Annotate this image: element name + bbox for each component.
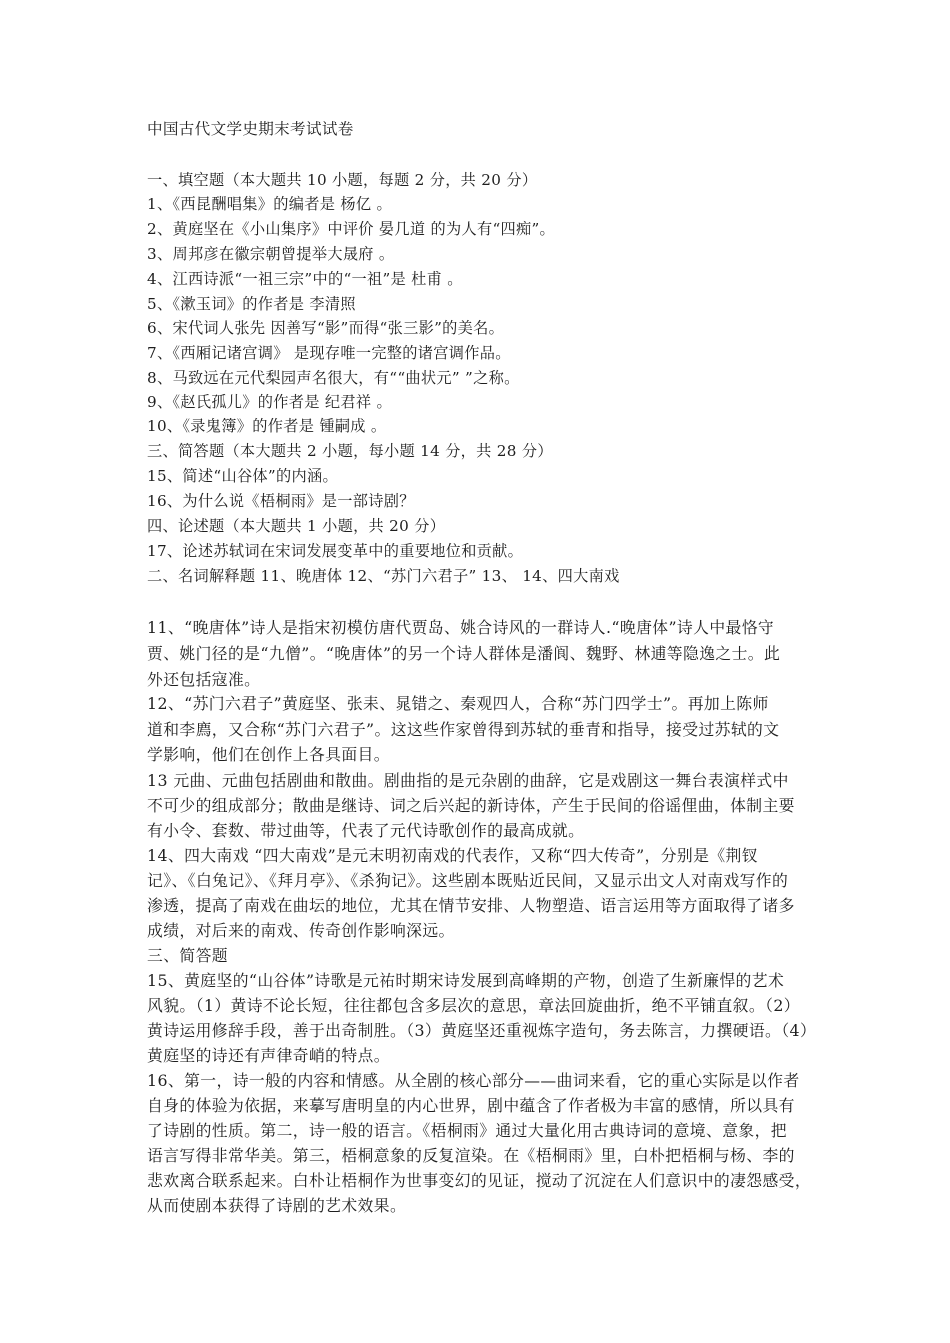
answer-16-line: 16、第一，诗一般的内容和情感。从全剧的核心部分——曲词来看，它的重心实际是以作者	[147, 1071, 800, 1090]
answer-15-line: 15、黄庭坚的“山谷体”诗歌是元祐时期宋诗发展到高峰期的产物，创造了生新廉悍的艺术	[147, 971, 785, 990]
section-heading-essay: 四、论述题（本大题共 1 小题，共 20 分）	[147, 517, 446, 535]
answer-11-line: 贾、姚门径的是“九僧”。“晚唐体”的另一个诗人群体是潘阆、魏野、林逋等隐逸之士。此	[147, 644, 781, 663]
answer-16-line: 悲欢离合联系起来。白朴让梧桐作为世事变幻的见证，搅动了沉淀在人们意识中的凄怨感受，	[147, 1171, 812, 1190]
answer-15-line: 黄庭坚的诗还有声律奇峭的特点。	[147, 1046, 390, 1065]
section-heading-fill-in: 一、填空题（本大题共 10 小题，每题 2 分，共 20 分）	[147, 171, 538, 189]
answer-14-line: 渗透，提高了南戏在曲坛的地位，尤其在情节安排、人物塑造、语言运用等方面取得了诸多	[147, 896, 795, 915]
answer-16-line: 语言写得非常华美。第三，梧桐意象的反复渲染。在《梧桐雨》里，白朴把梧桐与杨、李的	[147, 1146, 795, 1165]
answer-13-line: 不可少的组成部分；散曲是继诗、词之后兴起的新诗体，产生于民间的俗谣俚曲，体制主要	[147, 796, 795, 815]
answer-12-line: 道和李廌，又合称“苏门六君子”。这这些作家曾得到苏轼的垂青和指导，接受过苏轼的文	[147, 720, 780, 739]
answer-16-line: 了诗剧的性质。第二，诗一般的语言。《梧桐雨》通过大量化用古典诗词的意境、意象，把	[147, 1121, 787, 1140]
answer-13-line: 有小令、套数、带过曲等，代表了元代诗歌创作的最高成就。	[147, 821, 585, 840]
fill-in-item: 8、马致远在元代梨园声名很大，有““曲状元” ”之称。	[147, 369, 520, 387]
fill-in-item: 1、《西昆酬唱集》的编者是 杨亿 。	[147, 195, 392, 213]
answer-14-line: 记》、《白兔记》、《拜月亭》、《杀狗记》。这些剧本既贴近民间，又显示出文人对南戏写作的	[147, 871, 789, 890]
answer-16-line: 自身的体验为依据，来摹写唐明皇的内心世界，剧中蕴含了作者极为丰富的感情，所以具有	[147, 1096, 795, 1115]
fill-in-item: 2、黄庭坚在《小山集序》中评价 晏几道 的为人有“四痴”。	[147, 220, 556, 238]
answer-11-line: 11、“晚唐体”诗人是指宋初模仿唐代贾岛、姚合诗风的一群诗人.“晚唐体”诗人中最恪守	[147, 618, 775, 637]
fill-in-item: 5、《漱玉词》的作者是 李清照	[147, 295, 356, 313]
fill-in-item: 3、周邦彦在徽宗朝曾提举大晟府 。	[147, 245, 395, 263]
short-answer-item: 16、为什么说《梧桐雨》是一部诗剧？	[147, 492, 415, 510]
essay-item: 17、论述苏轼词在宋词发展变革中的重要地位和贡献。	[147, 542, 524, 560]
answer-16-line: 从而使剧本获得了诗剧的艺术效果。	[147, 1196, 407, 1215]
fill-in-item: 7、《西厢记诸宫调》 是现存唯一完整的诸宫调作品。	[147, 344, 511, 362]
answer-13-line: 13 元曲、元曲包括剧曲和散曲。剧曲指的是元杂剧的曲辞，它是戏剧这一舞台表演样式中	[147, 771, 789, 790]
answer-12-line: 学影响，他们在创作上各具面目。	[147, 745, 390, 764]
answer-12-line: 12、“苏门六君子”黄庭坚、张耒、晁错之、秦观四人，合称“苏门四学士”。再加上陈师	[147, 694, 769, 713]
page-title: 中国古代文学史期末考试试卷	[147, 120, 354, 138]
section-heading-terms: 二、名词解释题 11、晚唐体 12、“苏门六君子” 13、 14、四大南戏	[147, 567, 620, 585]
fill-in-item: 6、宋代词人张先 因善写“影”而得“张三影”的美名。	[147, 319, 505, 337]
answer-14-line: 成绩，对后来的南戏、传奇创作影响深远。	[147, 921, 455, 940]
answer-15-line: 黄诗运用修辞手段，善于出奇制胜。（3）黄庭坚还重视炼字造句，务去陈言，力撰硬语。（4）	[147, 1021, 817, 1040]
fill-in-item: 4、江西诗派“一祖三宗”中的“一祖”是 杜甫 。	[147, 270, 463, 288]
answer-11-line: 外还包括寇准。	[147, 670, 261, 689]
answer-14-line: 14、四大南戏 “四大南戏”是元末明初南戏的代表作，又称“四大传奇”，分别是《荆钗	[147, 846, 758, 865]
short-answer-item: 15、简述“山谷体”的内涵。	[147, 467, 338, 485]
fill-in-item: 10、《录鬼簿》的作者是 锺嗣成 。	[147, 417, 387, 435]
answer-15-line: 风貌。（1）黄诗不论长短，往往都包含多层次的意思，章法回旋曲折，绝不平铺直叙。（2）	[147, 996, 800, 1015]
section-heading-short-answer: 三、简答题（本大题共 2 小题，每小题 14 分，共 28 分）	[147, 442, 553, 460]
section-heading-short-answer-answers: 三、简答题	[147, 946, 228, 965]
fill-in-item: 9、《赵氏孤儿》的作者是 纪君祥 。	[147, 393, 392, 411]
